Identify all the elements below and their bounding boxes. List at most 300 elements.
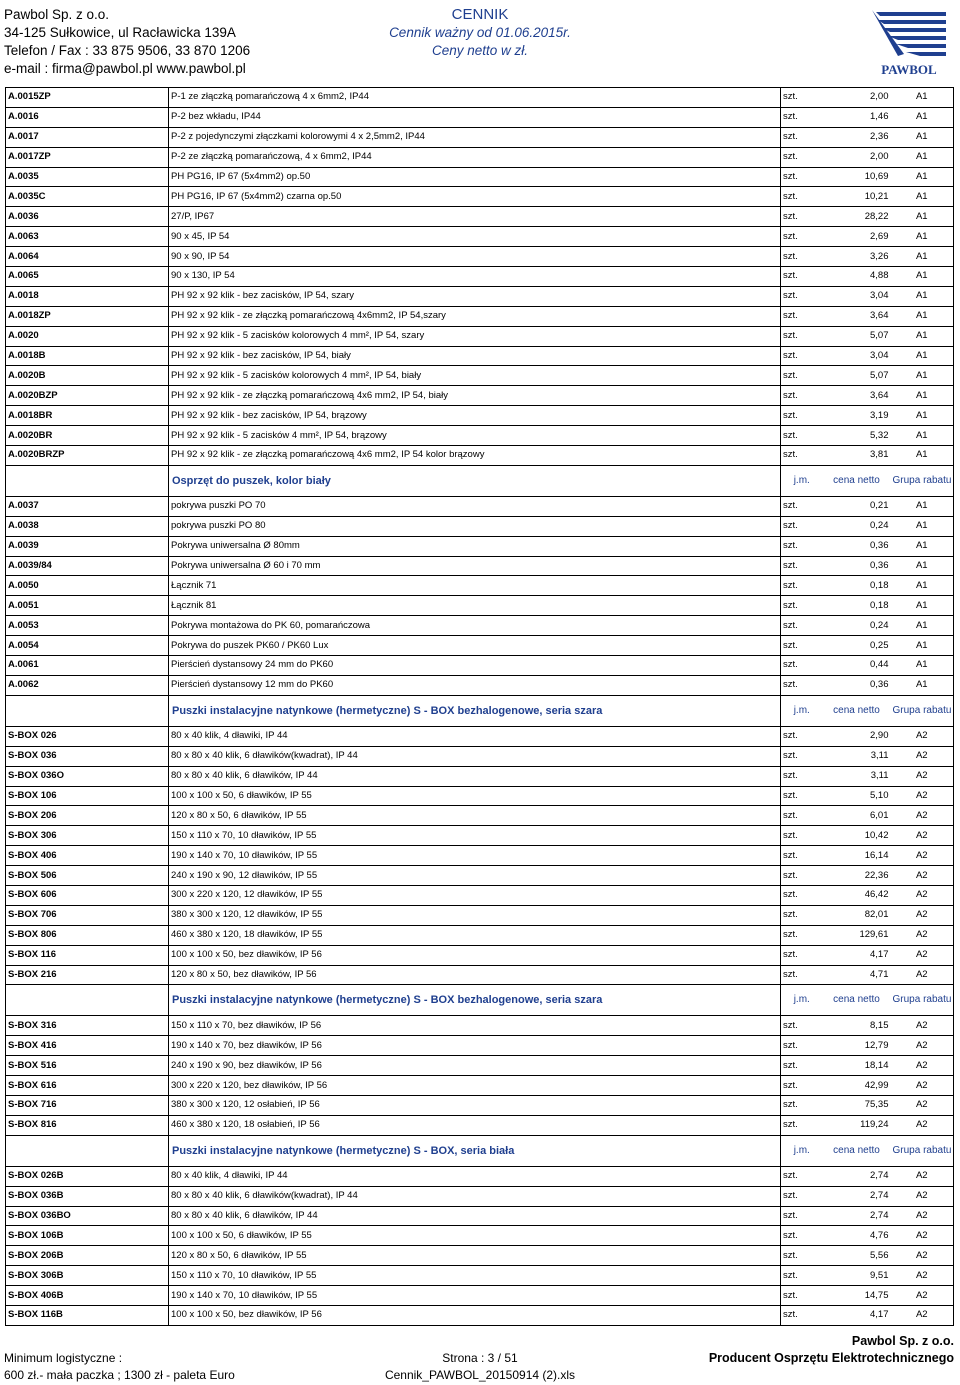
unit-cell: szt. [781, 147, 823, 167]
section-title: Puszki instalacyjne natynkowe (hermetyczne) S - BOX, seria biała [169, 1135, 781, 1166]
product-code: S-BOX 026B [6, 1166, 169, 1186]
table-row [6, 616, 954, 636]
discount-group-cell: A2 [891, 786, 954, 806]
unit-cell: szt. [781, 267, 823, 287]
discount-group-cell: A2 [891, 1305, 954, 1325]
product-description: 100 x 100 x 50, 6 dławików, IP 55 [169, 1226, 781, 1246]
unit-cell: szt. [781, 1076, 823, 1096]
product-code: S-BOX 036O [6, 766, 169, 786]
discount-group-cell: A2 [891, 866, 954, 886]
discount-group-cell: A1 [891, 636, 954, 656]
discount-group-cell: A1 [891, 536, 954, 556]
product-code: A.0038 [6, 516, 169, 536]
product-code: S-BOX 206 [6, 806, 169, 826]
unit-cell: szt. [781, 286, 823, 306]
table-row [6, 187, 954, 207]
table-row [6, 446, 954, 466]
unit-cell: szt. [781, 247, 823, 267]
product-description: PH 92 x 92 klik - 5 zacisków kolorowych 4 mm², IP 54, szary [169, 326, 781, 346]
product-description: 190 x 140 x 70, 10 dławików, IP 55 [169, 1286, 781, 1306]
unit-cell: szt. [781, 1166, 823, 1186]
table-row [6, 576, 954, 596]
price-cell: 2,74 [823, 1206, 891, 1226]
unit-cell: szt. [781, 227, 823, 247]
price-cell: 3,11 [823, 766, 891, 786]
product-description: 300 x 220 x 120, 12 dławików, IP 55 [169, 885, 781, 905]
product-description: 240 x 190 x 90, 12 dławików, IP 55 [169, 866, 781, 886]
discount-group-cell: A1 [891, 366, 954, 386]
price-cell: 2,74 [823, 1186, 891, 1206]
price-cell: 4,17 [823, 1305, 891, 1325]
table-row [6, 925, 954, 945]
discount-group-cell: A2 [891, 766, 954, 786]
unit-cell: szt. [781, 1016, 823, 1036]
product-description: 80 x 80 x 40 klik, 6 dławików, IP 44 [169, 766, 781, 786]
unit-cell: szt. [781, 965, 823, 985]
product-code: A.0036 [6, 207, 169, 227]
footer-company: Pawbol Sp. z o.o. [851, 1334, 954, 1348]
price-cell: 3,81 [823, 446, 891, 466]
product-description: PH 92 x 92 klik - bez zacisków, IP 54, brązowy [169, 406, 781, 426]
product-description: 150 x 110 x 70, bez dławików, IP 56 [169, 1016, 781, 1036]
product-description: Pokrywa uniwersalna Ø 80mm [169, 536, 781, 556]
discount-group-cell: A2 [891, 1095, 954, 1115]
product-code: S-BOX 616 [6, 1076, 169, 1096]
price-cell: 0,36 [823, 675, 891, 695]
product-description: PH 92 x 92 klik - 5 zacisków 4 mm², IP 54, brązowy [169, 426, 781, 446]
unit-cell: szt. [781, 826, 823, 846]
unit-cell: szt. [781, 446, 823, 466]
discount-group-cell: A1 [891, 406, 954, 426]
price-cell: 0,25 [823, 636, 891, 656]
discount-group-cell: A1 [891, 286, 954, 306]
product-code: A.0016 [6, 107, 169, 127]
discount-group-cell: A2 [891, 1226, 954, 1246]
unit-cell: szt. [781, 127, 823, 147]
product-code: A.0015ZP [6, 88, 169, 108]
company-email: e-mail : firma@pawbol.pl www.pawbol.pl [4, 61, 246, 76]
product-description: 80 x 40 klik, 4 dławiki, IP 44 [169, 726, 781, 746]
product-code: A.0064 [6, 247, 169, 267]
table-row [6, 885, 954, 905]
price-cell: 4,76 [823, 1226, 891, 1246]
price-cell: 42,99 [823, 1076, 891, 1096]
table-row [6, 247, 954, 267]
section-code-cell [6, 695, 169, 726]
product-description: Łącznik 81 [169, 596, 781, 616]
price-cell: 18,14 [823, 1056, 891, 1076]
discount-group-cell: A2 [891, 1186, 954, 1206]
table-row [6, 1056, 954, 1076]
product-description: PH 92 x 92 klik - ze złączką pomarańczową 4x6mm2, IP 54,szary [169, 306, 781, 326]
product-code: S-BOX 606 [6, 885, 169, 905]
price-cell: 0,44 [823, 656, 891, 676]
product-code: A.0039/84 [6, 556, 169, 576]
discount-group-cell: A1 [891, 386, 954, 406]
group-header: Grupa rabatu [891, 465, 954, 496]
unit-cell: szt. [781, 806, 823, 826]
discount-group-cell: A2 [891, 1286, 954, 1306]
table-row [6, 496, 954, 516]
price-cell: 1,46 [823, 107, 891, 127]
price-cell: 3,64 [823, 386, 891, 406]
product-description: PH 92 x 92 klik - ze złączką pomarańczową 4x6 mm2, IP 54, biały [169, 386, 781, 406]
table-row [6, 426, 954, 446]
price-cell: 2,74 [823, 1166, 891, 1186]
product-code: S-BOX 406B [6, 1286, 169, 1306]
price-cell: 2,90 [823, 726, 891, 746]
table-row [6, 675, 954, 695]
table-row [6, 1076, 954, 1096]
table-row [6, 1166, 954, 1186]
price-cell: 4,71 [823, 965, 891, 985]
product-code: A.0054 [6, 636, 169, 656]
footer-tagline: Producent Osprzętu Elektrotechnicznego [708, 1351, 954, 1365]
product-code: A.0063 [6, 227, 169, 247]
product-code: S-BOX 306B [6, 1266, 169, 1286]
table-row [6, 656, 954, 676]
price-cell: 2,36 [823, 127, 891, 147]
product-code: S-BOX 716 [6, 1095, 169, 1115]
product-code: A.0051 [6, 596, 169, 616]
discount-group-cell: A1 [891, 247, 954, 267]
price-cell: 5,07 [823, 366, 891, 386]
product-description: P-2 z pojedynczymi złączkami kolorowymi 4 x 2,5mm2, IP44 [169, 127, 781, 147]
table-row [6, 945, 954, 965]
unit-cell: szt. [781, 945, 823, 965]
unit-cell: szt. [781, 786, 823, 806]
discount-group-cell: A1 [891, 616, 954, 636]
discount-group-cell: A2 [891, 1076, 954, 1096]
product-code: A.0035 [6, 167, 169, 187]
product-code: S-BOX 216 [6, 965, 169, 985]
unit-cell: szt. [781, 536, 823, 556]
product-code: S-BOX 106B [6, 1226, 169, 1246]
pricelist-valid: Cennik ważny od 01.06.2015r. [389, 25, 571, 40]
unit-header: j.m. [781, 1135, 823, 1166]
product-description: P-1 ze złączką pomarańczową 4 x 6mm2, IP44 [169, 88, 781, 108]
product-code: A.0035C [6, 187, 169, 207]
table-row [6, 306, 954, 326]
price-cell: 119,24 [823, 1115, 891, 1135]
product-code: S-BOX 036BO [6, 1206, 169, 1226]
table-row [6, 1036, 954, 1056]
unit-cell: szt. [781, 207, 823, 227]
product-description: 460 x 380 x 120, 18 osłabień, IP 56 [169, 1115, 781, 1135]
product-description: 460 x 380 x 120, 18 dławików, IP 55 [169, 925, 781, 945]
unit-cell: szt. [781, 1186, 823, 1206]
price-cell: 5,07 [823, 326, 891, 346]
pricelist-header [330, 6, 630, 60]
table-row [6, 905, 954, 925]
discount-group-cell: A1 [891, 147, 954, 167]
table-row [6, 965, 954, 985]
product-description: 120 x 80 x 50, 6 dławików, IP 55 [169, 1246, 781, 1266]
product-code: A.0018B [6, 346, 169, 366]
group-header: Grupa rabatu [891, 695, 954, 726]
table-row [6, 207, 954, 227]
price-cell: 4,88 [823, 267, 891, 287]
group-header: Grupa rabatu [891, 1135, 954, 1166]
product-description: 150 x 110 x 70, 10 dławików, IP 55 [169, 1266, 781, 1286]
unit-cell: szt. [781, 556, 823, 576]
table-row [6, 326, 954, 346]
product-code: S-BOX 116B [6, 1305, 169, 1325]
product-code: A.0050 [6, 576, 169, 596]
product-code: A.0037 [6, 496, 169, 516]
price-cell: 129,61 [823, 925, 891, 945]
table-row [6, 1246, 954, 1266]
unit-cell: szt. [781, 1036, 823, 1056]
product-description: PH 92 x 92 klik - bez zacisków, IP 54, biały [169, 346, 781, 366]
discount-group-cell: A2 [891, 885, 954, 905]
price-cell: 0,24 [823, 616, 891, 636]
unit-cell: szt. [781, 406, 823, 426]
discount-group-cell: A2 [891, 1246, 954, 1266]
discount-group-cell: A1 [891, 326, 954, 346]
table-row [6, 786, 954, 806]
discount-group-cell: A1 [891, 556, 954, 576]
product-description: 300 x 220 x 120, bez dławików, IP 56 [169, 1076, 781, 1096]
table-row [6, 826, 954, 846]
footer-center [380, 1350, 580, 1384]
unit-cell: szt. [781, 1115, 823, 1135]
table-row [6, 766, 954, 786]
product-description: Pokrywa uniwersalna Ø 60 i 70 mm [169, 556, 781, 576]
discount-group-cell: A2 [891, 965, 954, 985]
price-cell: 4,17 [823, 945, 891, 965]
price-cell: 2,00 [823, 147, 891, 167]
product-description: 27/P, IP67 [169, 207, 781, 227]
table-row [6, 1095, 954, 1115]
table-row [6, 147, 954, 167]
product-code: A.0039 [6, 536, 169, 556]
discount-group-cell: A1 [891, 88, 954, 108]
unit-cell: szt. [781, 306, 823, 326]
discount-group-cell: A2 [891, 726, 954, 746]
discount-group-cell: A1 [891, 596, 954, 616]
pawbol-logo [868, 8, 950, 78]
price-cell: 10,69 [823, 167, 891, 187]
pricelist-title: CENNIK [451, 6, 509, 23]
product-description: 190 x 140 x 70, bez dławików, IP 56 [169, 1036, 781, 1056]
unit-cell: szt. [781, 1056, 823, 1076]
discount-group-cell: A2 [891, 1016, 954, 1036]
unit-cell: szt. [781, 846, 823, 866]
footer-right [709, 1333, 954, 1367]
price-cell: 10,21 [823, 187, 891, 207]
table-row [6, 1186, 954, 1206]
group-header: Grupa rabatu [891, 985, 954, 1016]
product-description: 190 x 140 x 70, 10 dławików, IP 55 [169, 846, 781, 866]
discount-group-cell: A1 [891, 306, 954, 326]
table-row [6, 636, 954, 656]
section-header-row [6, 465, 954, 496]
table-row [6, 1286, 954, 1306]
unit-cell: szt. [781, 1246, 823, 1266]
product-description: 100 x 100 x 50, bez dławików, IP 56 [169, 945, 781, 965]
price-cell: 3,11 [823, 746, 891, 766]
product-code: S-BOX 706 [6, 905, 169, 925]
price-cell: 82,01 [823, 905, 891, 925]
footer-left [4, 1350, 235, 1384]
unit-header: j.m. [781, 985, 823, 1016]
discount-group-cell: A1 [891, 167, 954, 187]
price-cell: 3,26 [823, 247, 891, 267]
product-description: Pierścień dystansowy 24 mm do PK60 [169, 656, 781, 676]
product-code: A.0020 [6, 326, 169, 346]
price-cell: 0,24 [823, 516, 891, 536]
product-code: A.0053 [6, 616, 169, 636]
table-row [6, 556, 954, 576]
price-table [5, 87, 954, 1326]
table-row [6, 846, 954, 866]
table-row [6, 346, 954, 366]
product-description: 90 x 45, IP 54 [169, 227, 781, 247]
discount-group-cell: A2 [891, 1056, 954, 1076]
discount-group-cell: A2 [891, 746, 954, 766]
unit-cell: szt. [781, 726, 823, 746]
price-cell: 22,36 [823, 866, 891, 886]
product-code: A.0061 [6, 656, 169, 676]
discount-group-cell: A1 [891, 576, 954, 596]
discount-group-cell: A1 [891, 656, 954, 676]
unit-cell: szt. [781, 426, 823, 446]
product-code: A.0020B [6, 366, 169, 386]
file-name: Cennik_PAWBOL_20150914 (2).xls [384, 1368, 576, 1382]
product-description: 120 x 80 x 50, bez dławików, IP 56 [169, 965, 781, 985]
discount-group-cell: A1 [891, 187, 954, 207]
price-cell: 0,36 [823, 536, 891, 556]
product-code: S-BOX 306 [6, 826, 169, 846]
product-code: A.0062 [6, 675, 169, 695]
product-code: S-BOX 806 [6, 925, 169, 945]
unit-cell: szt. [781, 866, 823, 886]
product-description: 80 x 80 x 40 klik, 6 dławików(kwadrat), IP 44 [169, 746, 781, 766]
product-code: S-BOX 116 [6, 945, 169, 965]
product-description: 380 x 300 x 120, 12 osłabień, IP 56 [169, 1095, 781, 1115]
company-header [4, 6, 250, 78]
table-row [6, 286, 954, 306]
discount-group-cell: A2 [891, 905, 954, 925]
product-description: 380 x 300 x 120, 12 dławików, IP 55 [169, 905, 781, 925]
table-row [6, 1206, 954, 1226]
discount-group-cell: A2 [891, 945, 954, 965]
table-row [6, 726, 954, 746]
price-cell: 16,14 [823, 846, 891, 866]
section-code-cell [6, 1135, 169, 1166]
table-row [6, 746, 954, 766]
unit-cell: szt. [781, 107, 823, 127]
discount-group-cell: A2 [891, 925, 954, 945]
page-number: Strona : 3 / 51 [442, 1351, 518, 1365]
table-row [6, 596, 954, 616]
product-code: S-BOX 206B [6, 1246, 169, 1266]
discount-group-cell: A1 [891, 516, 954, 536]
price-cell: 28,22 [823, 207, 891, 227]
discount-group-cell: A2 [891, 1036, 954, 1056]
unit-cell: szt. [781, 1226, 823, 1246]
price-cell: 5,56 [823, 1246, 891, 1266]
company-address: 34-125 Sułkowice, ul Racławicka 139A [4, 25, 236, 40]
product-description: 90 x 90, IP 54 [169, 247, 781, 267]
pricelist-net: Ceny netto w zł. [431, 43, 529, 58]
unit-cell: szt. [781, 346, 823, 366]
product-description: PH 92 x 92 klik - ze złączką pomarańczową 4x6 mm2, IP 54 kolor brązowy [169, 446, 781, 466]
unit-cell: szt. [781, 905, 823, 925]
product-code: A.0018BR [6, 406, 169, 426]
product-description: PH PG16, IP 67 (5x4mm2) czarna op.50 [169, 187, 781, 207]
discount-group-cell: A2 [891, 1206, 954, 1226]
price-cell: 46,42 [823, 885, 891, 905]
price-cell: 6,01 [823, 806, 891, 826]
price-cell: 0,36 [823, 556, 891, 576]
unit-cell: szt. [781, 616, 823, 636]
product-code: A.0020BRZP [6, 446, 169, 466]
table-row [6, 366, 954, 386]
table-row [6, 806, 954, 826]
section-title: Puszki instalacyjne natynkowe (hermetyczne) S - BOX bezhalogenowe, seria szara [169, 985, 781, 1016]
table-row [6, 866, 954, 886]
product-code: A.0018ZP [6, 306, 169, 326]
company-phone: Telefon / Fax : 33 875 9506, 33 870 1206 [4, 43, 251, 58]
price-cell: 3,64 [823, 306, 891, 326]
price-header: cena netto [823, 465, 891, 496]
price-cell: 0,18 [823, 596, 891, 616]
price-cell: 0,21 [823, 496, 891, 516]
unit-cell: szt. [781, 1095, 823, 1115]
table-row [6, 167, 954, 187]
product-code: S-BOX 026 [6, 726, 169, 746]
unit-cell: szt. [781, 746, 823, 766]
discount-group-cell: A2 [891, 1166, 954, 1186]
discount-group-cell: A1 [891, 127, 954, 147]
price-cell: 12,79 [823, 1036, 891, 1056]
product-description: PH PG16, IP 67 (5x4mm2) op.50 [169, 167, 781, 187]
product-code: A.0020BR [6, 426, 169, 446]
unit-header: j.m. [781, 695, 823, 726]
product-description: 240 x 190 x 90, bez dławików, IP 56 [169, 1056, 781, 1076]
price-cell: 2,00 [823, 88, 891, 108]
price-cell: 8,15 [823, 1016, 891, 1036]
discount-group-cell: A1 [891, 227, 954, 247]
price-header: cena netto [823, 1135, 891, 1166]
unit-cell: szt. [781, 885, 823, 905]
unit-cell: szt. [781, 167, 823, 187]
discount-group-cell: A1 [891, 207, 954, 227]
product-code: S-BOX 506 [6, 866, 169, 886]
company-name: Pawbol Sp. z o.o. [4, 7, 110, 22]
price-header: cena netto [823, 695, 891, 726]
product-code: A.0018 [6, 286, 169, 306]
table-row [6, 536, 954, 556]
table-row [6, 227, 954, 247]
section-code-cell [6, 465, 169, 496]
price-cell: 2,69 [823, 227, 891, 247]
product-code: A.0017 [6, 127, 169, 147]
product-code: S-BOX 816 [6, 1115, 169, 1135]
product-code: S-BOX 316 [6, 1016, 169, 1036]
table-row [6, 1305, 954, 1325]
price-header: cena netto [823, 985, 891, 1016]
unit-cell: szt. [781, 636, 823, 656]
unit-cell: szt. [781, 386, 823, 406]
price-cell: 9,51 [823, 1266, 891, 1286]
product-description: 80 x 40 klik, 4 dławiki, IP 44 [169, 1166, 781, 1186]
product-description: pokrywa puszki PO 70 [169, 496, 781, 516]
unit-cell: szt. [781, 675, 823, 695]
table-row [6, 127, 954, 147]
